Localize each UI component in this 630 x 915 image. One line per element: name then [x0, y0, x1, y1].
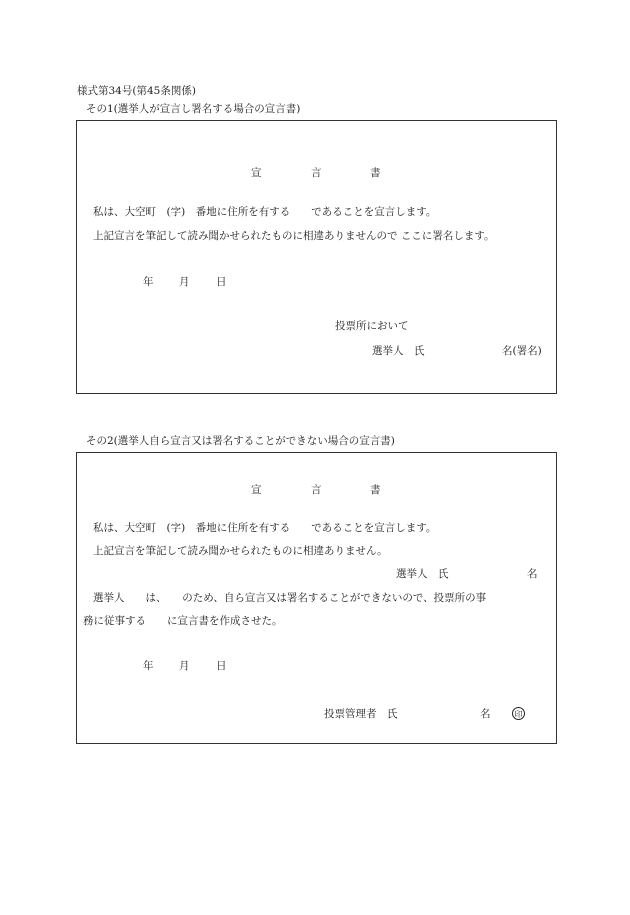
section1-date-day: 日: [216, 276, 227, 288]
section2-signer-suffix: 名: [527, 568, 538, 580]
section1-place: 投票所において: [335, 320, 409, 332]
seal-mark: 印: [512, 707, 525, 720]
section1-caption: その1(選挙人が宣言し署名する場合の宣言書): [86, 103, 301, 115]
section1-date-month: 月: [179, 276, 190, 288]
section1-signer-label: 選挙人 氏: [372, 345, 425, 357]
form-number: 様式第34号(第45条関係): [77, 85, 196, 97]
section2-date-year: 年: [143, 660, 154, 672]
section2-title-char-2: 言: [311, 484, 322, 496]
section2-date-month: 月: [179, 660, 190, 672]
section1-date-year: 年: [143, 276, 154, 288]
section1-title-char-2: 言: [311, 167, 322, 179]
section2-title-char-1: 宣: [251, 484, 262, 496]
section2-title-char-3: 書: [370, 484, 381, 496]
seal-icon: [512, 707, 525, 720]
section2-para-1: 私は、大空町 (字) 番地に住所を有する であることを宣言します。: [93, 522, 437, 534]
section2-caption: その2(選挙人自ら宣言又は署名することができない場合の宣言書): [86, 435, 395, 447]
section2-manager-label: 投票管理者 氏: [324, 708, 398, 720]
section2-manager-suffix: 名: [480, 708, 491, 720]
section2-date-day: 日: [216, 660, 227, 672]
section1-title-char-1: 宣: [251, 167, 262, 179]
section2-signer-label: 選挙人 氏: [396, 568, 449, 580]
section1-para-1: 私は、大空町 (字) 番地に住所を有する であることを宣言します。: [93, 206, 437, 218]
section1-para-2: 上記宣言を筆記して読み聞かせられたものに相違ありませんので ここに署名します。: [93, 230, 495, 242]
declaration-box-1: [76, 120, 557, 394]
section2-para-3-line-2: 務に従事する に宣言書を作成させた。: [83, 615, 283, 627]
section2-para-2: 上記宣言を筆記して読み聞かせられたものに相違ありません。: [93, 545, 388, 557]
section2-para-3-line-1: 選挙人 は、 のため、自ら宣言又は署名することができないので、投票所の事: [93, 592, 487, 604]
section1-signer-suffix: 名(署名): [502, 345, 542, 357]
section1-title-char-3: 書: [370, 167, 381, 179]
